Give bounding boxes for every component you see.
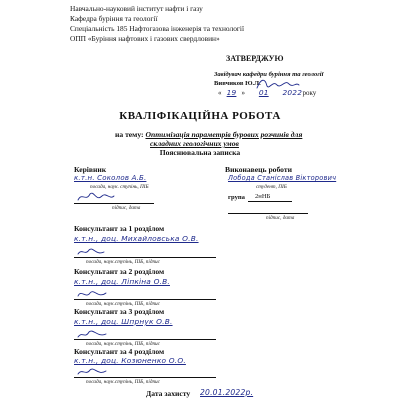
consultant-1-caption: посада, наук.ступінь, ПІБ, підпис xyxy=(86,259,160,265)
consultant-3-label: Консультант за 3 розділом xyxy=(74,307,165,316)
supervisor-sign-caption: підпис, дата xyxy=(112,205,141,211)
program-name: ОПП «Буріння нафтових і газових свердловин» xyxy=(70,34,220,43)
author-caption: студент, ПІБ xyxy=(256,184,287,190)
supervisor-signature xyxy=(76,190,116,204)
consultant-2-line xyxy=(74,299,216,300)
consultant-3-line xyxy=(74,339,216,340)
approval-date xyxy=(218,88,316,97)
specialty-name: Спеціальність 185 Нафтогазова інженерія та технології xyxy=(70,24,245,33)
author-group-line xyxy=(248,201,292,202)
supervisor-label: Керівник xyxy=(74,165,107,174)
department-name: Кафедра буріння та геології xyxy=(70,14,158,23)
date-suffix: року xyxy=(302,89,317,97)
author-name: Лобода Станіслав Вікторович xyxy=(228,174,337,182)
consultant-4-line xyxy=(74,377,216,378)
topic-line-1: Оптимізація параметрів бурових розчинів для xyxy=(145,130,303,139)
consultant-3-caption: посада, наук.ступінь, ПІБ, підпис xyxy=(86,341,160,347)
supervisor-caption: посада, наук. ступінь, ПІБ xyxy=(90,184,149,190)
consultant-2-label: Консультант за 2 розділом xyxy=(74,267,165,276)
topic-prefix: на тему: xyxy=(115,130,144,139)
approval-head-name: Вивчиков Ю.Л. xyxy=(214,80,261,87)
author-sign-caption: підпис, дата xyxy=(266,215,295,221)
institute-name: Навчально-науковий інститут нафти і газу xyxy=(70,4,203,13)
author-group-value: 2нНБ xyxy=(255,193,271,200)
document-title: КВАЛІФІКАЦІЙНА РОБОТА xyxy=(119,110,281,122)
consultant-3-value: к.т.н., доц. Шпрнук О.В. xyxy=(74,317,173,326)
explanatory-note: Пояснювальна записка xyxy=(159,148,241,157)
consultant-4-value: к.т.н., доц. Козюненко О.О. xyxy=(74,356,186,365)
supervisor-sign-line xyxy=(74,203,154,204)
consultant-1-value: к.т.н., доц. Михайловська О.В. xyxy=(74,234,199,243)
supervisor-value: к.т.н. Соколов А.Б. xyxy=(74,174,147,182)
topic xyxy=(115,130,302,139)
author-group-label: група xyxy=(228,194,245,201)
consultant-1-label: Консультант за 1 розділом xyxy=(74,224,165,233)
topic-line-2: складних геологічних умов xyxy=(150,139,239,148)
defense-date: 20.01.2022р. xyxy=(200,388,254,397)
consultant-4-caption: посада, наук.ступінь, ПІБ, підпис xyxy=(86,379,160,385)
date-open-quote: « xyxy=(218,89,222,97)
approval-title: ЗАТВЕРДЖУЮ xyxy=(226,54,284,63)
consultant-4-label: Консультант за 4 розділом xyxy=(74,347,165,356)
date-year: 2022 xyxy=(282,88,303,97)
approval-head-line: Завідувач кафедри буріння та геології xyxy=(214,71,324,78)
date-month: 01 xyxy=(258,88,269,97)
author-sign-line xyxy=(228,213,308,214)
defense-label: Дата захисту xyxy=(146,389,191,398)
date-day: 19 xyxy=(226,88,237,97)
consultant-2-value: к.т.н., доц. Ліпкіна О.В. xyxy=(74,277,170,286)
author-label: Виконавець роботи xyxy=(225,165,292,174)
consultant-2-caption: посада, наук.ступінь, ПІБ, підпис xyxy=(86,301,160,307)
date-close-quote: » xyxy=(241,89,245,97)
consultant-1-line xyxy=(74,257,216,258)
